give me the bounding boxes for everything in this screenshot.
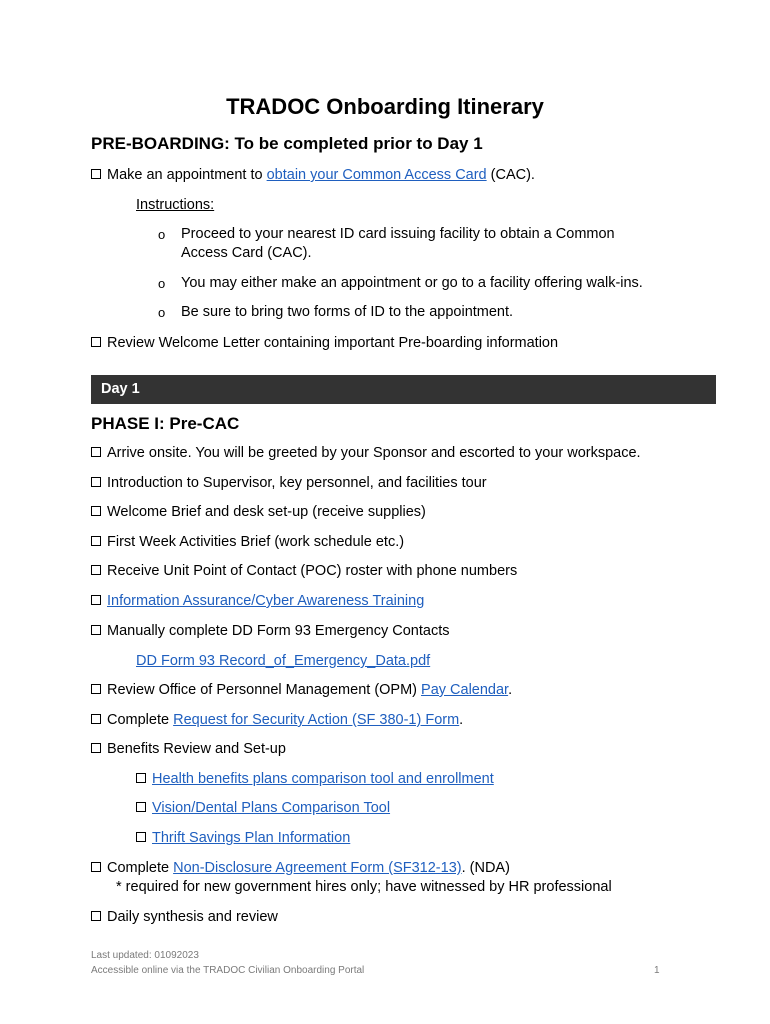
benefit-sub-item [136,770,494,788]
security-item: Complete Request for Security Action (SF 380-1) Form. [91,711,463,729]
bullet-marker: o [158,227,166,242]
checkbox-icon[interactable] [91,477,101,487]
checkbox-icon[interactable] [91,625,101,635]
phase1-heading: PHASE I: Pre-CAC [91,414,240,433]
preboarding-heading: PRE-BOARDING: To be completed prior to Day 1 [91,134,483,153]
checkbox-icon[interactable] [91,714,101,724]
opm-item: Review Office of Personnel Management (OPM) Pay Calendar. [91,681,512,699]
ia-training-link[interactable]: Information Assurance/Cyber Awareness Training [107,593,425,609]
ia-training-item [91,592,424,610]
checkbox-icon[interactable] [91,337,101,347]
checklist-item: Welcome Brief and desk set-up (receive supplies) [91,503,426,521]
footer-updated: Last updated: 01092023 [91,950,199,961]
instruction-bullet-2: You may either make an appointment or go to a facility offering walk-ins. [181,275,643,291]
sf312-link[interactable]: Non-Disclosure Agreement Form (SF312-13) [173,860,462,876]
checkbox-icon[interactable] [91,536,101,546]
benefits-item: Benefits Review and Set-up [91,740,286,758]
cac-appointment-item: Make an appointment to obtain your Common Access Card (CAC). [91,166,535,184]
nda-note: * required for new government hires only; have witnessed by HR professional [116,879,612,895]
checkbox-icon[interactable] [91,169,101,179]
checkbox-icon[interactable] [91,911,101,921]
instruction-bullet-1b: Access Card (CAC). [181,245,312,261]
tsp-link[interactable]: Thrift Savings Plan Information [152,830,351,846]
checkbox-icon[interactable] [91,743,101,753]
checklist-item: Arrive onsite. You will be greeted by your Sponsor and escorted to your workspace. [91,444,641,462]
dd93-link-line [136,652,430,670]
welcome-letter-item: Review Welcome Letter containing important Pre-boarding information [91,334,558,352]
day1-band: Day 1 [91,375,716,404]
checklist-item: Receive Unit Point of Contact (POC) roster with phone numbers [91,562,517,580]
checkbox-icon[interactable] [91,506,101,516]
dd93-pdf-link[interactable]: DD Form 93 Record_of_Emergency_Data.pdf [136,653,431,669]
health-benefits-link[interactable]: Health benefits plans comparison tool and enrollment [152,771,494,787]
vision-dental-link[interactable]: Vision/Dental Plans Comparison Tool [152,800,391,816]
instruction-bullet-1a: Proceed to your nearest ID card issuing facility to obtain a Common [181,226,615,242]
nda-item: Complete Non-Disclosure Agreement Form (SF312-13). (NDA) [91,859,510,877]
daily-review-item: Daily synthesis and review [91,908,278,926]
checkbox-icon[interactable] [91,565,101,575]
checkbox-icon[interactable] [91,447,101,457]
checkbox-icon[interactable] [136,832,146,842]
bullet-marker: o [158,305,166,320]
page-number: 1 [654,965,660,976]
cac-link[interactable]: obtain your Common Access Card [266,167,487,183]
checkbox-icon[interactable] [136,773,146,783]
checkbox-icon[interactable] [91,862,101,872]
page-title: TRADOC Onboarding Itinerary [226,94,544,119]
checklist-item: Introduction to Supervisor, key personnel, and facilities tour [91,474,487,492]
dd93-item: Manually complete DD Form 93 Emergency Contacts [91,622,450,640]
benefit-sub-item [136,829,350,847]
instruction-bullet-3: Be sure to bring two forms of ID to the appointment. [181,304,514,320]
benefit-sub-item [136,799,390,817]
checklist-item: First Week Activities Brief (work schedule etc.) [91,533,404,551]
instructions-label: Instructions: [136,197,215,213]
sf380-link[interactable]: Request for Security Action (SF 380-1) Form [173,712,460,728]
checkbox-icon[interactable] [91,684,101,694]
checkbox-icon[interactable] [91,595,101,605]
footer-portal: Accessible online via the TRADOC Civilian Onboarding Portal [91,965,365,976]
checkbox-icon[interactable] [136,802,146,812]
bullet-marker: o [158,276,166,291]
pay-calendar-link[interactable]: Pay Calendar [421,682,509,698]
